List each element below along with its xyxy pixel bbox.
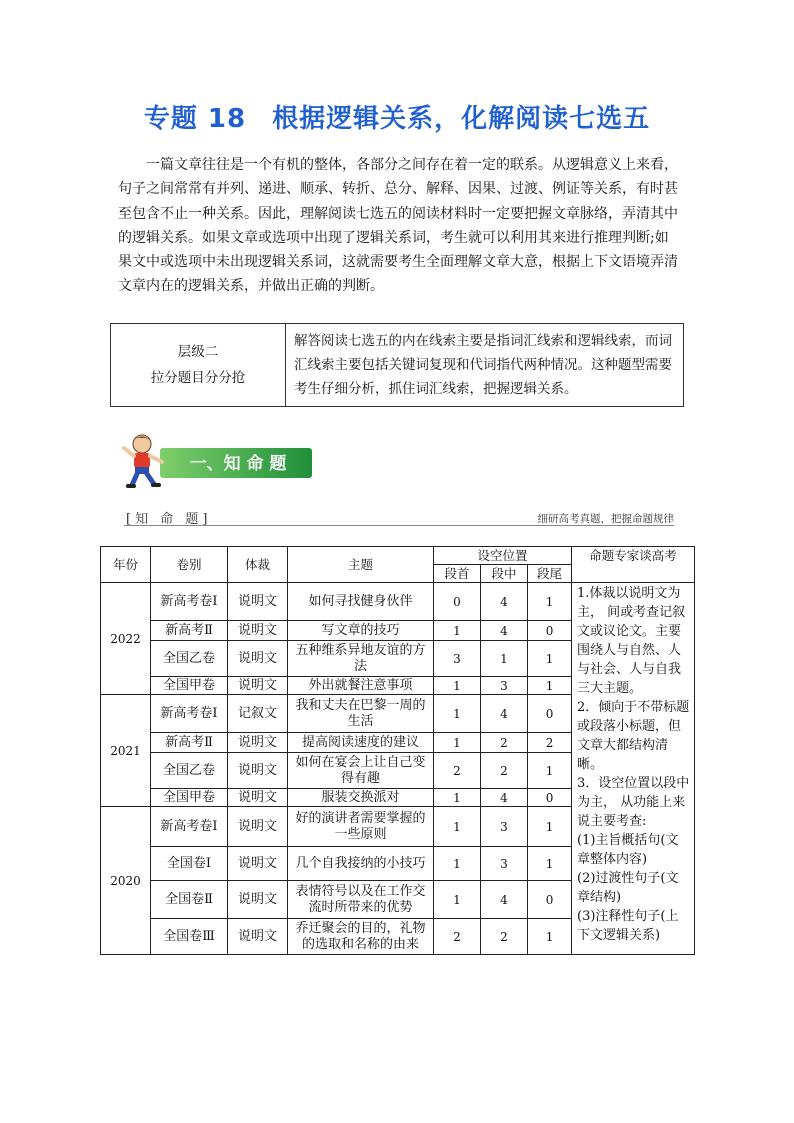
cell-pos-end: 0 [528, 695, 572, 733]
intro-line: 一篇文章往往是一个有机的整体，各部分之间存在着一定的联系。从逻辑意义上来看， [118, 157, 678, 173]
subhead-slogan: 细研高考真题，把握命题规律 [537, 513, 674, 525]
cell-topic: 服装交换派对 [288, 789, 434, 807]
header-pos-end: 段尾 [528, 565, 572, 583]
cell-year: 2020 [101, 807, 151, 955]
expert-note-line: 2．倾向于不带标题或段落小标题，但文章大都结构清晰。 [577, 700, 690, 772]
cell-topic: 提高阅读速度的建议 [288, 733, 434, 753]
cell-pos-start: 1 [434, 695, 481, 733]
cell-paper: 新高考卷Ⅰ [151, 695, 228, 733]
cell-pos-start: 1 [434, 881, 481, 919]
cell-genre: 说明文 [228, 753, 288, 789]
table-row [101, 583, 695, 621]
header-position: 设空位置 [434, 547, 572, 565]
header-topic: 主题 [288, 547, 434, 583]
cell-pos-mid: 4 [481, 789, 528, 807]
cell-pos-start: 2 [434, 919, 481, 955]
cell-pos-end: 1 [528, 919, 572, 955]
cell-pos-end: 1 [528, 807, 572, 847]
table-body [101, 583, 695, 955]
header-pos-start: 段首 [434, 565, 481, 583]
section-subheader [124, 507, 674, 526]
level-description: 解答阅读七选五的内在线索主要是指词汇线索和逻辑线索，而词汇线索主要包括关键词复现和代词指代两种情况。这种题型需要考生仔细分析，抓住词汇线索，把握逻辑关系。 [286, 324, 684, 407]
cell-pos-end: 1 [528, 753, 572, 789]
cell-paper: 全国乙卷 [151, 753, 228, 789]
cell-paper: 新高考Ⅱ [151, 733, 228, 753]
cell-pos-start: 1 [434, 621, 481, 641]
cell-genre: 说明文 [228, 847, 288, 881]
page-title [0, 98, 794, 135]
cell-pos-mid: 4 [481, 695, 528, 733]
cell-expert-notes [572, 583, 695, 955]
cell-genre: 说明文 [228, 789, 288, 807]
cell-pos-start: 0 [434, 583, 481, 621]
cell-pos-mid: 2 [481, 753, 528, 789]
cell-pos-start: 1 [434, 847, 481, 881]
cell-pos-end: 2 [528, 733, 572, 753]
cell-genre: 说明文 [228, 677, 288, 695]
cell-paper: 全国乙卷 [151, 641, 228, 677]
cell-pos-mid: 1 [481, 641, 528, 677]
cell-pos-end: 0 [528, 621, 572, 641]
cell-year: 2022 [101, 583, 151, 695]
intro-line: 的逻辑关系。如果文章或选项中出现了逻辑关系词，考生就可以利用其来进行推理判断;如 [118, 229, 669, 246]
expert-note-line: (1)主旨概括句(文章整体内容) [577, 833, 679, 867]
cell-genre: 说明文 [228, 807, 288, 847]
cell-topic: 表情符号以及在工作交流时所带来的优势 [288, 881, 434, 919]
level-box [110, 323, 684, 407]
header-genre: 体裁 [228, 547, 288, 583]
cell-pos-start: 1 [434, 733, 481, 753]
cell-paper: 新高考卷Ⅰ [151, 583, 228, 621]
cell-pos-start: 1 [434, 789, 481, 807]
banner-text: 一、知 命 题 [189, 454, 287, 474]
exam-table [100, 546, 695, 955]
cell-pos-start: 3 [434, 641, 481, 677]
intro-line: 文章内在的逻辑关系，并做出正确的判断。 [118, 278, 384, 295]
cell-pos-mid: 2 [481, 919, 528, 955]
cell-pos-start: 1 [434, 807, 481, 847]
expert-note-line: 1.体裁以说明文为主， 间或考查记叙文或议论文。主要围绕人与自然、人与社会、人与自我三大主题。 [577, 586, 686, 696]
title-number: 专题 18 [143, 104, 247, 134]
cell-pos-mid: 3 [481, 677, 528, 695]
level-label-cell [111, 324, 286, 407]
cell-topic: 五种维系异地友谊的方法 [288, 641, 434, 677]
boy-icon [124, 435, 162, 488]
cell-pos-end: 0 [528, 881, 572, 919]
cell-paper: 全国甲卷 [151, 789, 228, 807]
cell-paper: 全国卷Ⅱ [151, 881, 228, 919]
level-sublabel: 拉分题目分分抢 [150, 370, 246, 386]
cell-pos-mid: 2 [481, 733, 528, 753]
intro-line: 句子之间常常有并列、递进、顺承、转折、总分、解释、因果、过渡、例证等关系，有时甚 [118, 181, 678, 198]
cell-genre: 说明文 [228, 583, 288, 621]
cell-pos-mid: 4 [481, 583, 528, 621]
cell-topic: 外出就餐注意事项 [288, 677, 434, 695]
cell-topic: 如何在宴会上让自己变得有趣 [288, 753, 434, 789]
cell-pos-start: 1 [434, 677, 481, 695]
subhead-label: [知 命 题] [126, 512, 212, 527]
cell-topic: 好的演讲者需要掌握的一些原则 [288, 807, 434, 847]
cell-pos-end: 1 [528, 583, 572, 621]
cell-genre: 说明文 [228, 733, 288, 753]
expert-note-line: (2)过渡性句子(文章结构) [577, 871, 679, 905]
expert-note-line: (3)注释性句子(上下文逻辑关系) [577, 909, 679, 943]
cell-topic: 如何寻找健身伙伴 [288, 583, 434, 621]
cell-pos-end: 0 [528, 789, 572, 807]
cell-paper: 新高考Ⅱ [151, 621, 228, 641]
cell-pos-mid: 4 [481, 881, 528, 919]
intro-line: 至包含不止一种关系。因此，理解阅读七选五的阅读材料时一定要把握文章脉络，弄清其中 [118, 205, 678, 222]
level-label: 层级二 [177, 344, 219, 360]
header-paper: 卷别 [151, 547, 228, 583]
cell-year: 2021 [101, 695, 151, 807]
cell-topic: 写文章的技巧 [288, 621, 434, 641]
cell-genre: 说明文 [228, 919, 288, 955]
header-expert: 命题专家谈高考 [572, 547, 695, 583]
section-banner [120, 432, 312, 490]
cell-paper: 全国卷Ⅲ [151, 919, 228, 955]
cell-paper: 全国卷Ⅰ [151, 847, 228, 881]
cell-pos-end: 1 [528, 641, 572, 677]
header-year: 年份 [101, 547, 151, 583]
intro-paragraph [118, 153, 688, 299]
header-pos-mid: 段中 [481, 565, 528, 583]
expert-note-line: 3．设空位置以段中为主， 从功能上来说主要考查: [577, 776, 690, 829]
intro-line: 果文中或选项中未出现逻辑关系词，这就需要考生全面理解文章大意，根据上下文语境弄清 [118, 254, 678, 271]
cell-pos-mid: 4 [481, 621, 528, 641]
cell-pos-mid: 3 [481, 807, 528, 847]
cell-paper: 新高考卷Ⅰ [151, 807, 228, 847]
cell-pos-start: 2 [434, 753, 481, 789]
cell-genre: 说明文 [228, 641, 288, 677]
cell-pos-mid: 3 [481, 847, 528, 881]
cell-pos-end: 1 [528, 677, 572, 695]
cell-paper: 全国甲卷 [151, 677, 228, 695]
cell-genre: 记叙文 [228, 695, 288, 733]
cell-pos-end: 1 [528, 847, 572, 881]
cell-topic: 乔迁聚会的目的，礼物的选取和名称的由来 [288, 919, 434, 955]
title-text: 根据逻辑关系，化解阅读七选五 [272, 104, 651, 134]
cell-topic: 我和丈夫在巴黎一周的生活 [288, 695, 434, 733]
cell-genre: 说明文 [228, 621, 288, 641]
cell-topic: 几个自我接纳的小技巧 [288, 847, 434, 881]
cell-genre: 说明文 [228, 881, 288, 919]
